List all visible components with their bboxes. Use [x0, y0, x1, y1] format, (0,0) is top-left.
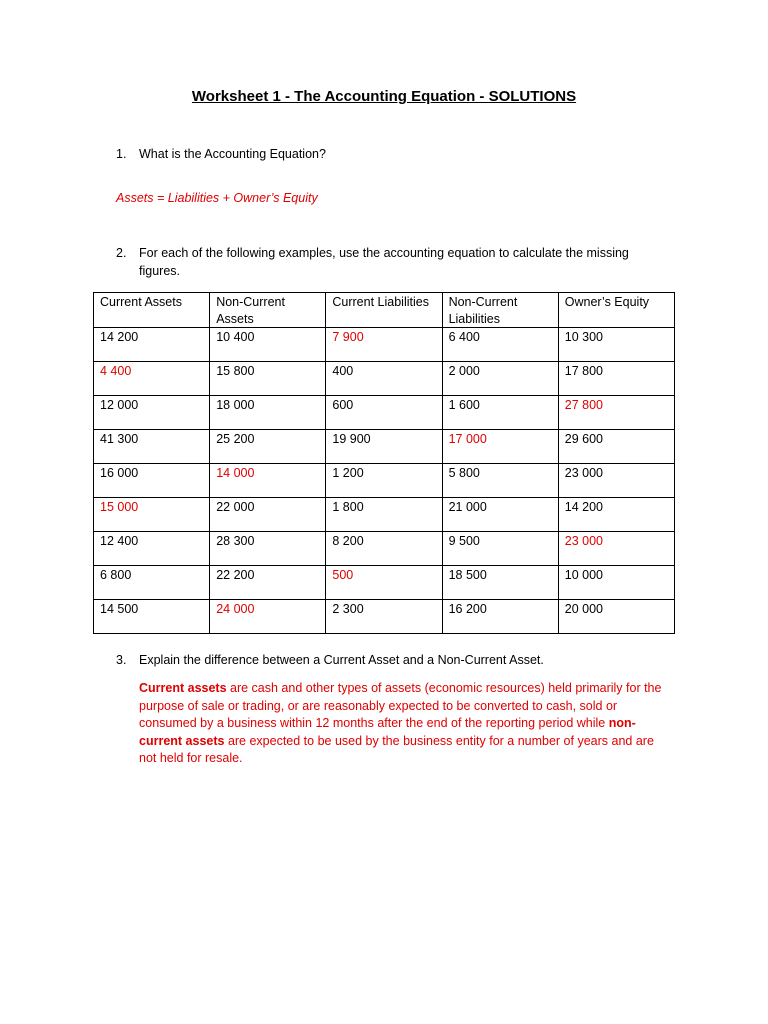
table-cell: 19 900	[326, 430, 442, 464]
table-cell: 12 400	[94, 532, 210, 566]
table-cell: 1 600	[442, 396, 558, 430]
table-cell: 10 300	[558, 328, 674, 362]
question-text: For each of the following examples, use the accounting equation to calculate the missing figures.	[139, 246, 629, 278]
table-cell: 16 000	[94, 464, 210, 498]
table-cell-answer: 24 000	[210, 600, 326, 634]
question-number: 2.	[116, 246, 127, 260]
table-cell: 14 200	[94, 328, 210, 362]
table-cell: 9 500	[442, 532, 558, 566]
table-cell-answer: 14 000	[210, 464, 326, 498]
table-cell: 5 800	[442, 464, 558, 498]
table-cell: 22 000	[210, 498, 326, 532]
table-cell: 25 200	[210, 430, 326, 464]
table-row	[94, 566, 675, 600]
question-number: 3.	[116, 653, 127, 667]
header-owners-equity: Owner’s Equity	[558, 293, 674, 328]
table-cell: 17 800	[558, 362, 674, 396]
table-cell: 22 200	[210, 566, 326, 600]
table-cell-answer: 500	[326, 566, 442, 600]
question-number: 1.	[116, 147, 127, 161]
table-cell-answer: 17 000	[442, 430, 558, 464]
table-cell: 14 500	[94, 600, 210, 634]
answer-text: are cash and other types of assets (economic resources) held primarily for the purpose of sale or trading, or are reasonably expected to be converted to cash, sold or consumed by a business within 12 months after the end of the reporting period while	[139, 681, 662, 731]
header-current-liabilities: Current Liabilities	[326, 293, 442, 328]
table-cell: 21 000	[442, 498, 558, 532]
table-cell-answer: 23 000	[558, 532, 674, 566]
answer-text: are expected to be used by the business entity for a number of years and are not held for resale.	[139, 733, 654, 766]
table-row	[94, 600, 675, 634]
table-cell: 6 400	[442, 328, 558, 362]
table-row	[94, 328, 675, 362]
table-cell: 29 600	[558, 430, 674, 464]
table-cell: 28 300	[210, 532, 326, 566]
table-cell-answer: 27 800	[558, 396, 674, 430]
table-cell-answer: 4 400	[94, 362, 210, 396]
table-cell: 2 300	[326, 600, 442, 634]
table-row	[94, 464, 675, 498]
equation-table	[93, 292, 675, 634]
table-cell: 15 800	[210, 362, 326, 396]
table-cell: 12 000	[94, 396, 210, 430]
header-current-assets: Current Assets	[94, 293, 210, 328]
table-cell: 41 300	[94, 430, 210, 464]
table-row	[94, 532, 675, 566]
answer-bold-term: non-current assets	[139, 716, 636, 748]
table-cell: 18 500	[442, 566, 558, 600]
question-text: What is the Accounting Equation?	[139, 147, 326, 161]
answer-3	[139, 680, 673, 768]
table-cell-answer: 15 000	[94, 498, 210, 532]
header-non-current-assets: Non-Current Assets	[210, 293, 326, 328]
table-row	[94, 396, 675, 430]
table-cell: 10 000	[558, 566, 674, 600]
table-cell: 18 000	[210, 396, 326, 430]
table-cell-answer: 7 900	[326, 328, 442, 362]
table-cell: 8 200	[326, 532, 442, 566]
answer-bold-term: Current assets	[139, 681, 227, 695]
table-cell: 20 000	[558, 600, 674, 634]
table-row	[94, 498, 675, 532]
table-cell: 10 400	[210, 328, 326, 362]
table-cell: 6 800	[94, 566, 210, 600]
table-cell: 400	[326, 362, 442, 396]
table-row	[94, 430, 675, 464]
answer-1: Assets = Liabilities + Owner’s Equity	[116, 191, 318, 205]
table-row	[94, 362, 675, 396]
table-cell: 23 000	[558, 464, 674, 498]
table-cell: 1 200	[326, 464, 442, 498]
table-cell: 14 200	[558, 498, 674, 532]
page-title: Worksheet 1 - The Accounting Equation - SOLUTIONS	[191, 88, 577, 105]
table-header-row	[94, 293, 675, 328]
table-cell: 600	[326, 396, 442, 430]
header-non-current-liabilities: Non-Current Liabilities	[442, 293, 558, 328]
question-text: Explain the difference between a Current Asset and a Non-Current Asset.	[139, 653, 544, 667]
table-cell: 1 800	[326, 498, 442, 532]
table-cell: 16 200	[442, 600, 558, 634]
table-cell: 2 000	[442, 362, 558, 396]
